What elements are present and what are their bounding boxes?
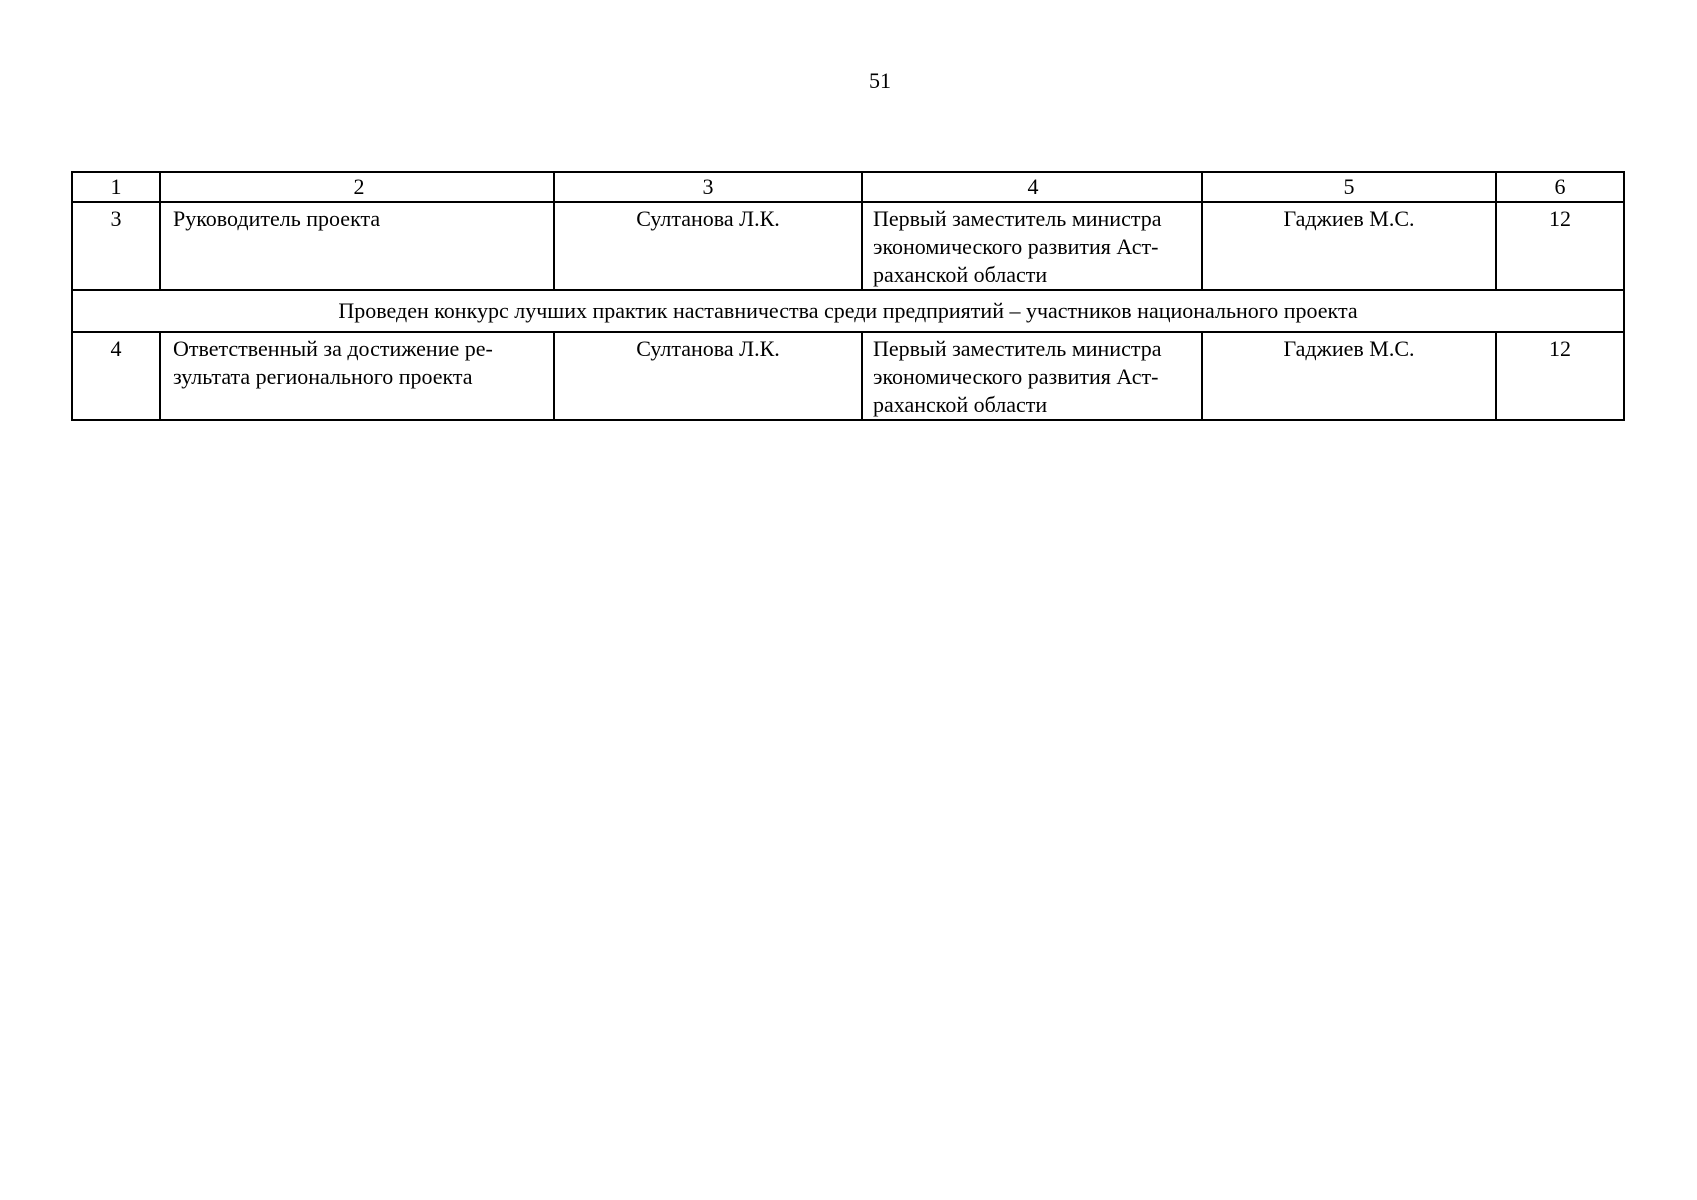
header-cell-4: 4 [862, 172, 1202, 202]
table-row [72, 332, 1624, 420]
supervisor-cell: Гаджиев М.С. [1202, 202, 1496, 290]
position-cell [862, 332, 1202, 420]
row-number-cell: 3 [72, 202, 160, 290]
value-cell: 12 [1496, 332, 1624, 420]
position-line: экономического развития Аст- [873, 234, 1159, 259]
header-cell-1: 1 [72, 172, 160, 202]
section-title-cell: Проведен конкурс лучших практик наставничества среди предприятий – участников национального проекта [72, 290, 1624, 332]
page-number: 51 [869, 68, 891, 93]
role-line: Ответственный за достижение ре- [173, 336, 493, 361]
header-cell-6: 6 [1496, 172, 1624, 202]
table-header-row [72, 172, 1624, 202]
position-line: Первый заместитель министра [873, 206, 1162, 231]
header-cell-3: 3 [554, 172, 862, 202]
position-cell [862, 202, 1202, 290]
section-title-row [72, 290, 1624, 332]
role-line: зультата регионального проекта [173, 364, 473, 389]
position-line: Первый заместитель министра [873, 336, 1162, 361]
position-line: раханской области [873, 392, 1048, 417]
role-cell: Руководитель проекта [160, 202, 554, 290]
position-line: раханской области [873, 262, 1048, 287]
header-cell-5: 5 [1202, 172, 1496, 202]
value-cell: 12 [1496, 202, 1624, 290]
person-cell: Султанова Л.К. [554, 202, 862, 290]
position-line: экономического развития Аст- [873, 364, 1159, 389]
supervisor-cell: Гаджиев М.С. [1202, 332, 1496, 420]
role-cell [160, 332, 554, 420]
row-number-cell: 4 [72, 332, 160, 420]
person-cell: Султанова Л.К. [554, 332, 862, 420]
table-row [72, 202, 1624, 290]
header-cell-2: 2 [160, 172, 554, 202]
responsibility-table [71, 171, 1625, 421]
